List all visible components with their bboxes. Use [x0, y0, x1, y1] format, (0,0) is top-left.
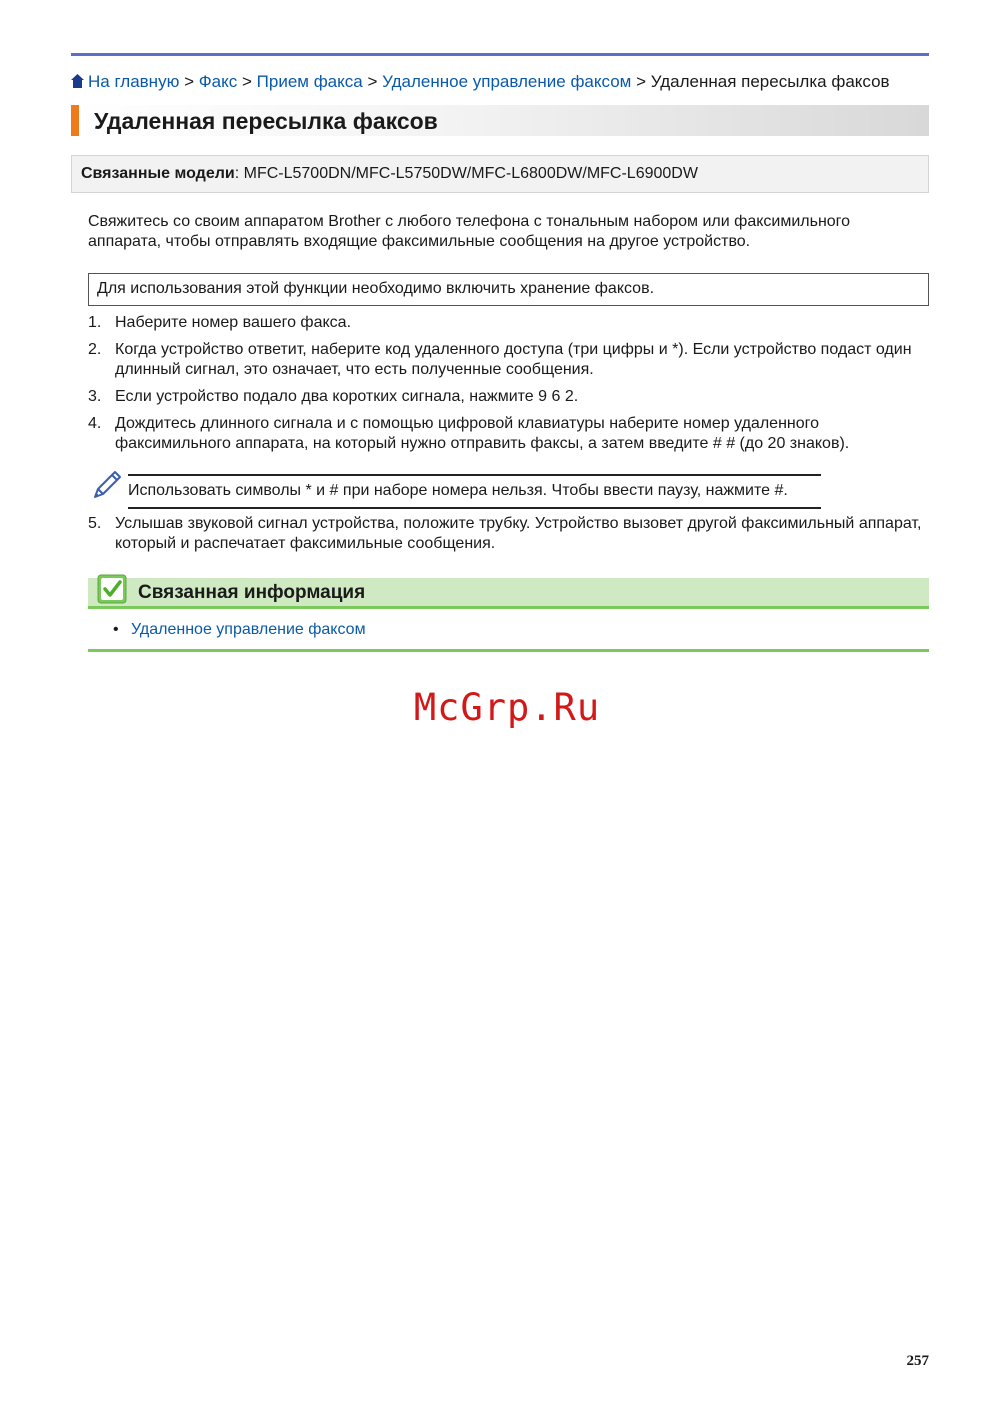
- page-title-bar: [71, 105, 929, 136]
- list-item: [88, 313, 923, 333]
- list-item: [88, 414, 923, 454]
- step-text: Услышав звуковой сигнал устройства, положите трубку. Устройство вызовет другой факсимильный аппарат, который и распечатает факсимильные сообщения.: [115, 515, 922, 552]
- related-info-rule: [88, 649, 929, 652]
- home-icon[interactable]: [71, 74, 84, 88]
- page-title: Удаленная пересылка факсов: [94, 108, 438, 134]
- title-accent: [71, 105, 79, 136]
- page-number: 257: [906, 1353, 929, 1369]
- pencil-icon: [91, 469, 123, 501]
- tip-rule-bottom: [128, 507, 821, 509]
- step-text: Наберите номер вашего факса.: [115, 314, 352, 331]
- intro-paragraph: Свяжитесь со своим аппаратом Brother с любого телефона с тональным набором или факсимильного аппарата, чтобы отправлять входящие факсимильные сообщения на другое устройство.: [88, 213, 851, 250]
- related-info-title: Связанная информация: [138, 582, 366, 603]
- list-item: [88, 340, 923, 380]
- related-link-remote-control[interactable]: Удаленное управление факсом: [131, 621, 366, 638]
- related-models-box: [71, 155, 929, 193]
- breadcrumb-separator: >: [241, 72, 252, 91]
- related-info-list: [113, 620, 366, 640]
- step-number: 5.: [88, 515, 102, 532]
- step-number: 1.: [88, 314, 102, 331]
- steps-list-continued: [88, 514, 923, 554]
- breadcrumb-separator: >: [184, 72, 194, 91]
- related-models-label: Связанные модели: [81, 165, 235, 182]
- step-text: Если устройство подало два коротких сигнала, нажмите 9 6 2.: [115, 388, 579, 405]
- tip-rule-top: [128, 474, 821, 476]
- breadcrumb-link-fax[interactable]: Факс: [198, 72, 238, 91]
- step-text: Когда устройство ответит, наберите код удаленного доступа (три цифры и *). Если устройство подаст один длинный сигнал, это означает, что есть полученные сообщения.: [115, 341, 912, 378]
- breadcrumb-current: Удаленная пересылка факсов: [650, 72, 890, 91]
- note-box: Для использования этой функции необходимо включить хранение факсов.: [88, 273, 929, 306]
- top-rule: [71, 53, 929, 56]
- breadcrumb-link-fax-receive[interactable]: Прием факса: [256, 72, 363, 91]
- list-item: [113, 620, 366, 640]
- check-icon: [97, 574, 127, 604]
- breadcrumb: [71, 71, 941, 93]
- bullet: •: [113, 621, 119, 638]
- list-item: [88, 387, 923, 407]
- tip-text: Использовать символы * и # при наборе номера нельзя. Чтобы ввести паузу, нажмите #.: [128, 482, 788, 499]
- step-number: 2.: [88, 341, 102, 358]
- breadcrumb-link-remote-control[interactable]: Удаленное управление факсом: [382, 72, 632, 91]
- step-number: 3.: [88, 388, 102, 405]
- step-number: 4.: [88, 415, 102, 432]
- breadcrumb-separator: >: [367, 72, 378, 91]
- related-info-bar: [88, 578, 929, 609]
- breadcrumb-home-link[interactable]: На главную: [88, 72, 180, 91]
- tip-note: [88, 469, 828, 511]
- step-text: Дождитесь длинного сигнала и с помощью цифровой клавиатуры наберите номер удаленного факсимильного аппарата, на который нужно отправить факсы, а затем введите # # (до 20 знаков).: [115, 415, 850, 452]
- breadcrumb-separator: >: [636, 72, 647, 91]
- list-item: [88, 514, 923, 554]
- related-models-value: : MFC-L5700DN/MFC-L5750DW/MFC-L6800DW/MFC-L6900DW: [234, 165, 698, 182]
- steps-list: [88, 313, 923, 461]
- watermark: McGrp.Ru: [413, 686, 601, 729]
